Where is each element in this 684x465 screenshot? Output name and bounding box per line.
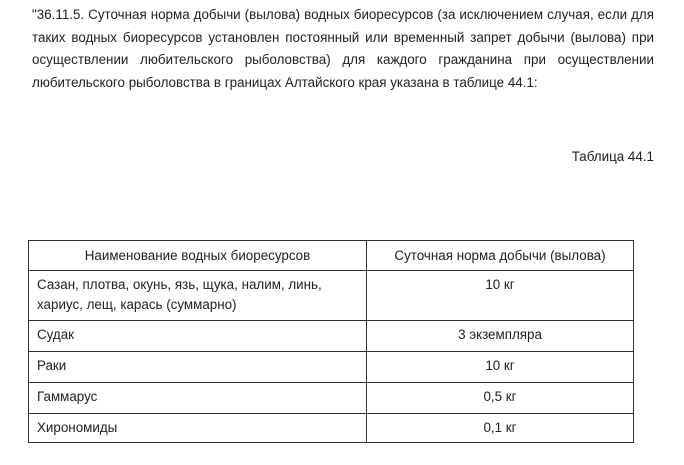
resource-name-cell: Гаммарус <box>29 383 367 414</box>
daily-norm-cell: 0,1 кг <box>367 414 634 443</box>
catch-norm-table <box>28 240 634 443</box>
table-row <box>29 271 634 321</box>
table-row <box>29 352 634 383</box>
daily-norm-cell: 0,5 кг <box>367 383 634 414</box>
resource-name-cell: Судак <box>29 321 367 352</box>
table-row <box>29 414 634 443</box>
header-resource-name: Наименование водных биоресурсов <box>29 241 367 271</box>
table-caption: Таблица 44.1 <box>571 149 654 164</box>
header-daily-norm: Суточная норма добычи (вылова) <box>367 241 634 271</box>
daily-norm-cell: 10 кг <box>367 352 634 383</box>
table-row <box>29 383 634 414</box>
resource-name-cell: Хирономиды <box>29 414 367 443</box>
daily-norm-cell: 3 экземпляра <box>367 321 634 352</box>
resource-name-cell: Сазан, плотва, окунь, язь, щука, налим, линь, хариус, лещ, карась (суммарно) <box>29 271 367 321</box>
daily-norm-cell: 10 кг <box>367 271 634 321</box>
table-header-row <box>29 241 634 271</box>
resource-name-cell: Раки <box>29 352 367 383</box>
table-row <box>29 321 634 352</box>
regulation-paragraph: "36.11.5. Суточная норма добычи (вылова) водных биоресурсов (за исключением случая, если для таких водных биоресурсов установлен постоянный или временный запрет добычи (вылова) при осуществлении любительского рыболовства) для каждого гражданина при осуществлении любительского рыболовства в границах Алтайского края указана в таблице 44.1: <box>32 7 654 90</box>
